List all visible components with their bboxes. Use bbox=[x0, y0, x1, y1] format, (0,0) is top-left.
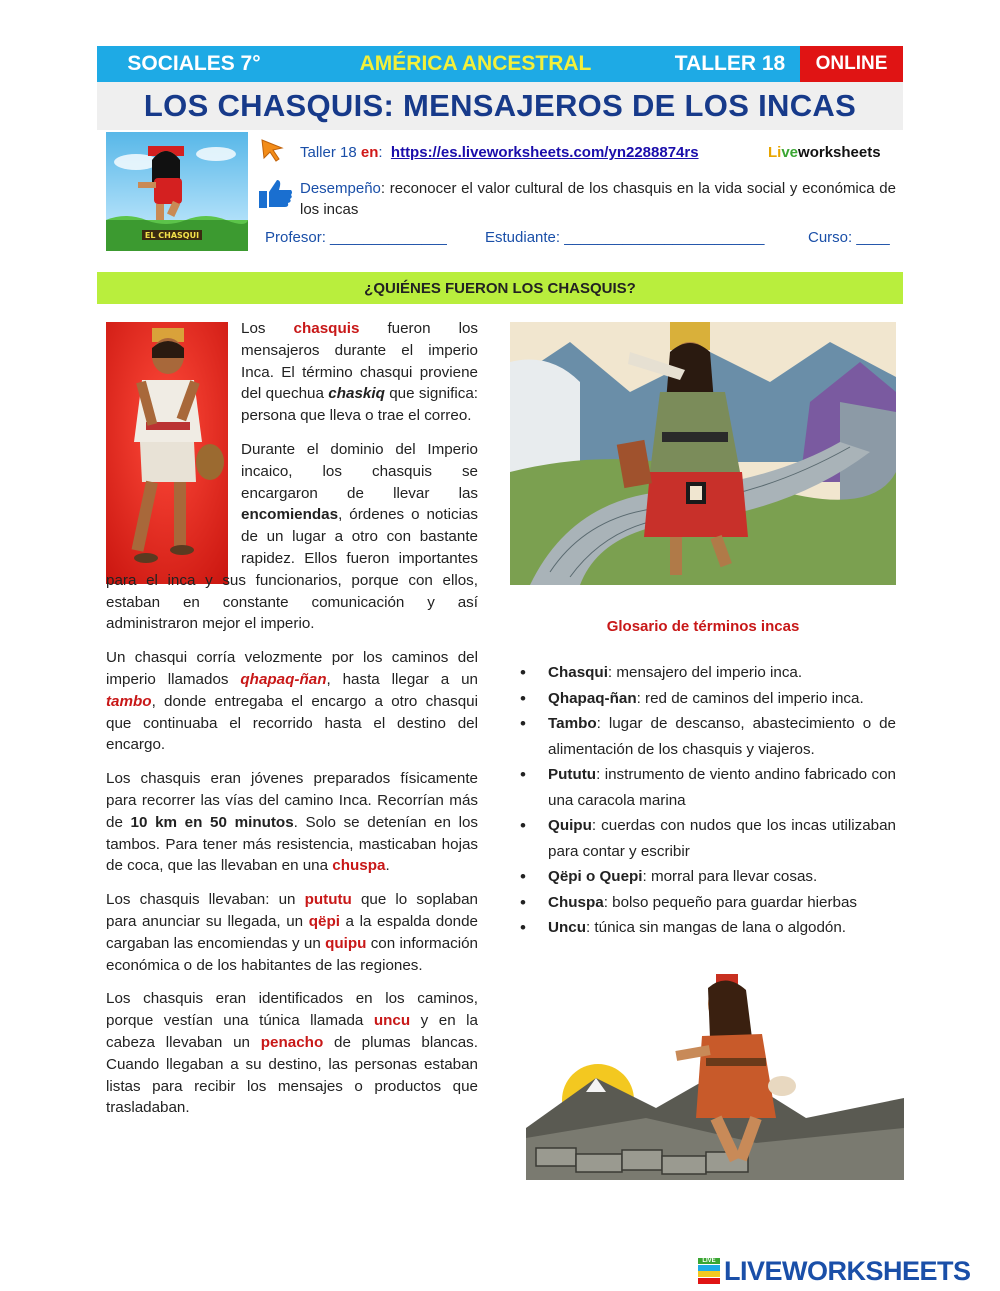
paragraph-2: Durante el dominio del Imperio incaico, los chasquis se encargaron de llevar las encomiendas, órdenes o noticias de un lugar a otro con bastante rapidez. Ellos fueron importantes para el inca y sus funcionarios, porque con ellos, estaban en constante comunicación y así administraron mejor el imperio. bbox=[106, 440, 478, 633]
logo-icon bbox=[698, 1258, 720, 1284]
glossary-list bbox=[518, 660, 896, 941]
glossary-item: • Uncu: túnica sin mangas de lana o algodón. bbox=[518, 915, 896, 941]
liveworksheets-brand bbox=[768, 144, 881, 161]
paragraph-3: Un chasqui corría velozmente por los caminos del imperio llamados qhapaq-ñan, hasta llegar a un tambo, donde entregaba el encargo a otro chasqui que continuaba el recorrido hasta el destino del encargo. bbox=[106, 649, 478, 754]
section-title: ¿QUIÉNES FUERON LOS CHASQUIS? bbox=[97, 272, 903, 304]
thumbs-up-icon bbox=[258, 178, 294, 210]
glossary-item: • Quipu: cuerdas con nudos que los incas utilizaban para contar y escribir bbox=[518, 813, 896, 864]
main-text-column bbox=[106, 318, 478, 1119]
liveworksheets-logo bbox=[698, 1256, 994, 1286]
glossary-item: • Pututu: instrumento de viento andino fabricado con una caracola marina bbox=[518, 762, 896, 813]
glossary-item: • Chuspa: bolso pequeño para guardar hierbas bbox=[518, 890, 896, 916]
desempeno-text: : reconocer el valor cultural de los chasquis en la vida social y económica de los incas bbox=[300, 180, 896, 218]
brand-ve: ve bbox=[781, 144, 799, 161]
brand-rest: worksheets bbox=[798, 144, 881, 161]
logo-badge: LIVE bbox=[698, 1258, 720, 1264]
running-chasqui-image bbox=[526, 968, 904, 1180]
paragraph-5: Los chasquis llevaban: un pututu que lo soplaban para anunciar su llegada, un qëpi a la espalda donde cargaban las encomiendas y un quipu con información económica o de los habitantes de las regiones. bbox=[106, 891, 478, 974]
desempeno-label: Desempeño bbox=[300, 180, 381, 197]
glossary-title: Glosario de términos incas bbox=[606, 618, 800, 635]
cover-image-caption: EL CHASQUI bbox=[144, 231, 200, 240]
glossary-item: • Tambo: lugar de descanso, abastecimiento o de alimentación de los chasquis y viajeros. bbox=[518, 711, 896, 762]
profesor-field[interactable]: Profesor: ______________ bbox=[265, 229, 447, 246]
taller-link-line: Taller 18 en: https://es.liveworksheets.com/yn2288874rs bbox=[300, 144, 699, 161]
desempeno-line bbox=[300, 178, 896, 220]
taller-label: Taller 18 bbox=[300, 144, 357, 161]
cursor-icon bbox=[260, 138, 286, 162]
glossary-item: • Qhapaq-ñan: red de caminos del imperio inca. bbox=[518, 686, 896, 712]
brand-li: Li bbox=[768, 144, 782, 161]
estudiante-field[interactable]: Estudiante: ________________________ bbox=[485, 229, 765, 246]
worksheet-link[interactable]: https://es.liveworksheets.com/yn2288874rs bbox=[390, 144, 699, 161]
online-badge: ONLINE bbox=[800, 46, 903, 82]
unit-label: AMÉRICA ANCESTRAL bbox=[291, 46, 660, 82]
chasqui-cover-image bbox=[106, 132, 248, 251]
chasqui-painting-image bbox=[510, 322, 896, 585]
paragraph-4: Los chasquis eran jóvenes preparados físicamente para recorrer las vías del camino Inca. Recorrían más de 10 km en 50 minutos. Solo se detenían en los tambos. Para tener más resistencia, masticaban hojas de coca, que las llevaban en una chuspa. bbox=[106, 770, 478, 875]
glossary-item: • Chasqui: mensajero del imperio inca. bbox=[518, 660, 896, 686]
workshop-label: TALLER 18 bbox=[660, 46, 800, 82]
en-label: en bbox=[360, 144, 379, 161]
paragraph-1: Los chasquis fueron los mensajeros durante el imperio Inca. El término chasqui proviene del quechua chaskiq que significa: persona que lleva o trae el correo. bbox=[241, 320, 479, 425]
curso-field[interactable]: Curso: ____ bbox=[808, 229, 890, 246]
paragraph-6: Los chasquis eran identificados en los caminos, porque vestían una túnica llamada uncu y en la cabeza llevaban un penacho de plumas blancas. Cuando llegaban a su destino, las personas estaban listas para recibir los mensajes o productos que trasladaban. bbox=[106, 990, 478, 1117]
glossary-item: • Qëpi o Quepi: morral para llevar cosas. bbox=[518, 864, 896, 890]
subject-label: SOCIALES 7° bbox=[97, 46, 291, 82]
page-title: LOS CHASQUIS: MENSAJEROS DE LOS INCAS bbox=[97, 82, 903, 130]
logo-text: LIVEWORKSHEETS bbox=[724, 1255, 971, 1286]
